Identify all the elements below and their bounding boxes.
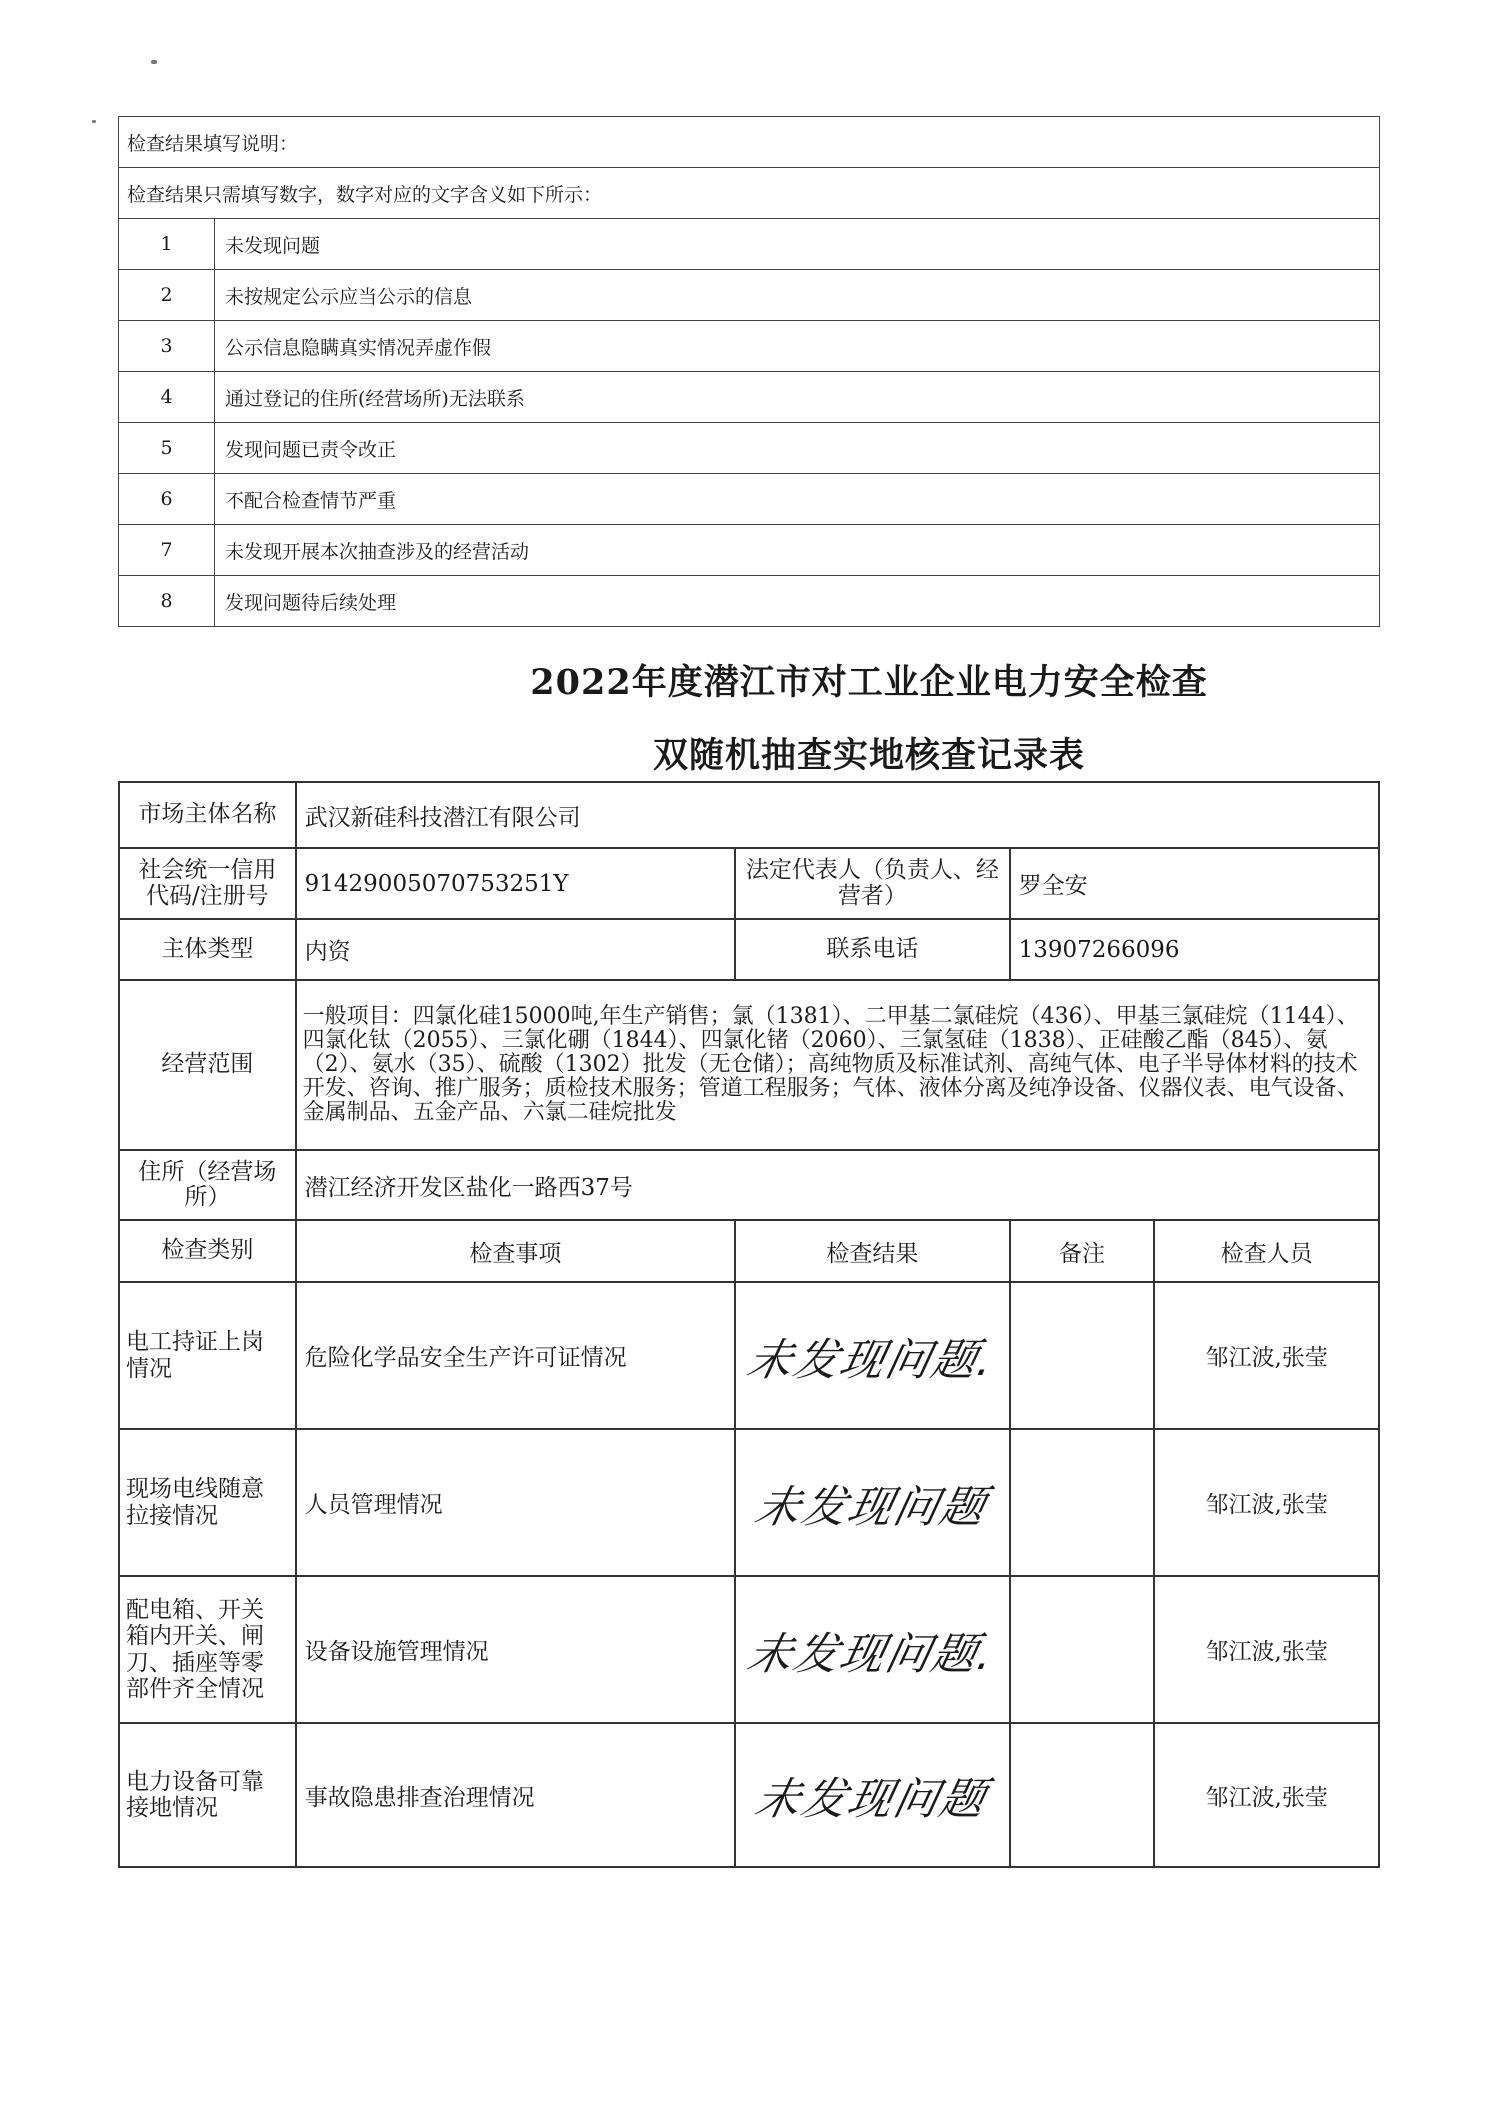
check-category: 电工持证上岗情况 xyxy=(119,1282,296,1429)
result-signature: 未发现问题 xyxy=(750,1774,992,1825)
check-category: 电力设备可靠接地情况 xyxy=(119,1723,296,1867)
result-legend-table xyxy=(118,116,1380,627)
legend-title: 检查结果填写说明： xyxy=(119,117,1380,168)
legend-row xyxy=(119,321,1380,372)
legend-text: 未发现开展本次抽查涉及的经营活动 xyxy=(215,525,1380,576)
check-remark xyxy=(1010,1723,1155,1867)
inspection-record-table xyxy=(118,781,1380,1868)
document-title: 2022年度潜江市对工业企业电力安全检查 xyxy=(530,662,1208,703)
legal-rep-value: 罗全安 xyxy=(1010,848,1379,919)
credit-code-label: 社会统一信用代码/注册号 xyxy=(119,848,296,919)
check-row xyxy=(119,1723,1379,1867)
legend-num: 6 xyxy=(119,474,215,525)
check-item: 事故隐患排查治理情况 xyxy=(296,1723,736,1867)
check-item: 危险化学品安全生产许可证情况 xyxy=(296,1282,736,1429)
check-row xyxy=(119,1576,1379,1723)
legend-row xyxy=(119,270,1380,321)
entity-type-value: 内资 xyxy=(296,919,736,980)
address-label: 住所（经营场所） xyxy=(119,1150,296,1220)
legend-text: 公示信息隐瞒真实情况弄虚作假 xyxy=(215,321,1380,372)
entity-name-value: 武汉新硅科技潜江有限公司 xyxy=(296,782,1379,848)
header-result: 检查结果 xyxy=(735,1220,1009,1282)
business-scope-label: 经营范围 xyxy=(119,980,296,1150)
check-row xyxy=(119,1282,1379,1429)
legend-row xyxy=(119,576,1380,627)
check-remark xyxy=(1010,1282,1155,1429)
check-row xyxy=(119,1429,1379,1576)
header-remark: 备注 xyxy=(1010,1220,1155,1282)
address-value: 潜江经济开发区盐化一路西37号 xyxy=(296,1150,1379,1220)
check-inspector: 邹江波,张莹 xyxy=(1154,1723,1379,1867)
legend-num: 5 xyxy=(119,423,215,474)
check-category: 配电箱、开关箱内开关、闸刀、插座等零部件齐全情况 xyxy=(119,1576,296,1723)
check-item: 设备设施管理情况 xyxy=(296,1576,736,1723)
legend-row xyxy=(119,474,1380,525)
result-signature: 未发现问题. xyxy=(742,1628,1000,1680)
legend-num: 2 xyxy=(119,270,215,321)
legend-text: 发现问题待后续处理 xyxy=(215,576,1380,627)
legal-rep-label: 法定代表人（负责人、经营者） xyxy=(735,848,1009,919)
legend-num: 3 xyxy=(119,321,215,372)
entity-type-label: 主体类型 xyxy=(119,919,296,980)
entity-name-label: 市场主体名称 xyxy=(119,782,296,848)
legend-text: 通过登记的住所(经营场所)无法联系 xyxy=(215,372,1380,423)
legend-text: 不配合检查情节严重 xyxy=(215,474,1380,525)
legend-row xyxy=(119,219,1380,270)
legend-num: 7 xyxy=(119,525,215,576)
legend-text: 发现问题已责令改正 xyxy=(215,423,1380,474)
check-remark xyxy=(1010,1576,1155,1723)
check-inspector: 邹江波,张莹 xyxy=(1154,1282,1379,1429)
phone-label: 联系电话 xyxy=(735,919,1009,980)
legend-num: 8 xyxy=(119,576,215,627)
legend-text: 未按规定公示应当公示的信息 xyxy=(215,270,1380,321)
legend-row xyxy=(119,423,1380,474)
header-category: 检查类别 xyxy=(119,1220,296,1282)
check-inspector: 邹江波,张莹 xyxy=(1154,1576,1379,1723)
header-inspector: 检查人员 xyxy=(1154,1220,1379,1282)
check-category: 现场电线随意拉接情况 xyxy=(119,1429,296,1576)
phone-value: 13907266096 xyxy=(1010,919,1379,980)
legend-num: 4 xyxy=(119,372,215,423)
credit-code-value: 91429005070753251Y xyxy=(296,848,736,919)
legend-row xyxy=(119,372,1380,423)
result-signature: 未发现问题 xyxy=(750,1481,992,1533)
header-item: 检查事项 xyxy=(296,1220,736,1282)
check-inspector: 邹江波,张莹 xyxy=(1154,1429,1379,1576)
legend-text: 未发现问题 xyxy=(215,219,1380,270)
business-scope-value: 一般项目：四氯化硅15000吨,年生产销售；氯（1381）、二甲基二氯硅烷（436）、甲基三氯硅烷（1144）、四氯化钛（2055）、三氯化硼（1844）、四氯化锗（2060）、三氯氢硅（1838）、正硅酸乙酯（845）、氨（2）、氨水（35）、硫酸（1302）批发（无仓储）；高纯物质及标准试剂、高纯气体、电子半导体材料的技术开发、咨询、推广服务；质检技术服务；管道工程服务；气体、液体分离及纯净设备、仪器仪表、电气设备、金属制品、五金产品、六氯二硅烷批发 xyxy=(296,980,1379,1150)
document-subtitle: 双随机抽查实地核查记录表 xyxy=(652,735,1085,776)
legend-row xyxy=(119,525,1380,576)
legend-subtitle: 检查结果只需填写数字，数字对应的文字含义如下所示： xyxy=(119,168,1380,219)
result-signature: 未发现问题. xyxy=(742,1334,1000,1386)
scan-speck xyxy=(151,60,157,64)
check-remark xyxy=(1010,1429,1155,1576)
check-item: 人员管理情况 xyxy=(296,1429,736,1576)
legend-num: 1 xyxy=(119,219,215,270)
scan-speck xyxy=(92,120,96,123)
